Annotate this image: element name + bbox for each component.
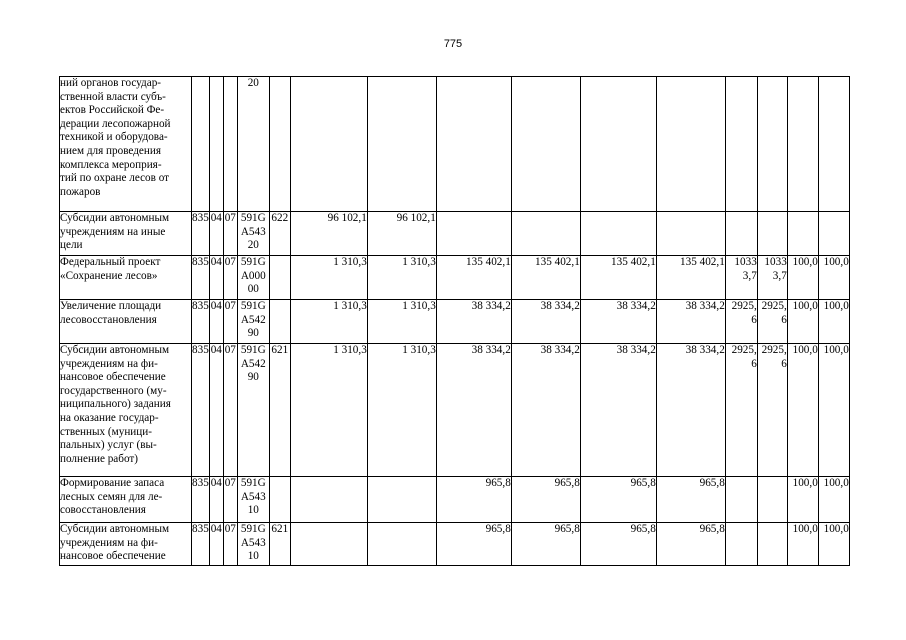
- cell-rz: 04: [209, 523, 223, 566]
- cell-p4: [818, 77, 849, 212]
- cell-p2: 1033 3,7: [757, 256, 787, 300]
- cell-v6: 135 402,1: [656, 256, 725, 300]
- cell-v1: [290, 77, 367, 212]
- cell-rz: 04: [209, 477, 223, 523]
- cell-v5: 965,8: [580, 523, 656, 566]
- cell-v4: 965,8: [511, 477, 580, 523]
- cell-rz: [209, 77, 223, 212]
- cell-ved: 835: [192, 212, 210, 256]
- cell-pr: 07: [223, 477, 237, 523]
- cell-v3: 965,8: [436, 523, 511, 566]
- cell-pr: 07: [223, 300, 237, 344]
- page-number: 775: [443, 38, 463, 50]
- cell-p3: [787, 77, 818, 212]
- cell-v1: 1 310,3: [290, 300, 367, 344]
- cell-v3: 38 334,2: [436, 300, 511, 344]
- cell-csr: 591G A543 20: [237, 212, 269, 256]
- cell-p4: 100,0: [818, 477, 849, 523]
- cell-v5: 38 334,2: [580, 344, 656, 477]
- cell-vr: [269, 256, 290, 300]
- cell-csr: 591G A543 10: [237, 523, 269, 566]
- cell-ved: 835: [192, 477, 210, 523]
- cell-v2: [367, 477, 436, 523]
- cell-name: Субсидии автономным учреждениям на фи- нансовое обеспечение: [60, 523, 192, 566]
- cell-name: Субсидии автономным учреждениям на иные цели: [60, 212, 192, 256]
- cell-v4: [511, 77, 580, 212]
- cell-p1: 2925, 6: [725, 300, 757, 344]
- cell-p3: [787, 212, 818, 256]
- cell-v3: 965,8: [436, 477, 511, 523]
- cell-csr: 591G A000 00: [237, 256, 269, 300]
- cell-p2: [757, 77, 787, 212]
- cell-p1: 1033 3,7: [725, 256, 757, 300]
- cell-rz: 04: [209, 212, 223, 256]
- cell-ved: [192, 77, 210, 212]
- cell-p1: [725, 523, 757, 566]
- cell-v2: 1 310,3: [367, 256, 436, 300]
- cell-p1: [725, 77, 757, 212]
- cell-rz: 04: [209, 256, 223, 300]
- table-row: [60, 212, 850, 256]
- cell-v6: 965,8: [656, 477, 725, 523]
- cell-vr: 622: [269, 212, 290, 256]
- cell-p1: [725, 212, 757, 256]
- cell-vr: 621: [269, 344, 290, 477]
- table-body: [60, 77, 850, 566]
- cell-vr: 621: [269, 523, 290, 566]
- cell-v3: [436, 77, 511, 212]
- cell-pr: 07: [223, 212, 237, 256]
- cell-ved: 835: [192, 300, 210, 344]
- cell-v6: [656, 212, 725, 256]
- cell-p4: 100,0: [818, 256, 849, 300]
- cell-p4: 100,0: [818, 523, 849, 566]
- cell-p3: 100,0: [787, 344, 818, 477]
- cell-pr: 07: [223, 523, 237, 566]
- cell-v2: 96 102,1: [367, 212, 436, 256]
- cell-csr: 591G A543 10: [237, 477, 269, 523]
- cell-v2: 1 310,3: [367, 344, 436, 477]
- cell-name: Субсидии автономным учреждениям на фи- нансовое обеспечение государственного (му- ниципального) задания на оказание государ- ственных (муници- пальных) услуг (вы- полнение работ): [60, 344, 192, 477]
- cell-ved: 835: [192, 344, 210, 477]
- cell-v1: 1 310,3: [290, 344, 367, 477]
- cell-name: Увеличение площади лесовосстановления: [60, 300, 192, 344]
- cell-v5: [580, 77, 656, 212]
- cell-ved: 835: [192, 256, 210, 300]
- cell-v5: [580, 212, 656, 256]
- cell-v6: 965,8: [656, 523, 725, 566]
- cell-rz: 04: [209, 300, 223, 344]
- cell-v3: 38 334,2: [436, 344, 511, 477]
- table-row: [60, 477, 850, 523]
- cell-p1: [725, 477, 757, 523]
- cell-v4: 38 334,2: [511, 300, 580, 344]
- table-row: [60, 77, 850, 212]
- cell-v4: 38 334,2: [511, 344, 580, 477]
- cell-p2: 2925, 6: [757, 344, 787, 477]
- cell-rz: 04: [209, 344, 223, 477]
- cell-v3: [436, 212, 511, 256]
- cell-v5: 965,8: [580, 477, 656, 523]
- cell-p1: 2925, 6: [725, 344, 757, 477]
- table-row: [60, 300, 850, 344]
- cell-v1: 96 102,1: [290, 212, 367, 256]
- cell-p4: 100,0: [818, 344, 849, 477]
- cell-csr: 20: [237, 77, 269, 212]
- cell-csr: 591G A542 90: [237, 344, 269, 477]
- cell-pr: 07: [223, 344, 237, 477]
- cell-p2: [757, 212, 787, 256]
- cell-v6: 38 334,2: [656, 300, 725, 344]
- cell-vr: [269, 77, 290, 212]
- cell-v5: 38 334,2: [580, 300, 656, 344]
- cell-p2: [757, 523, 787, 566]
- cell-vr: [269, 300, 290, 344]
- cell-p4: 100,0: [818, 300, 849, 344]
- cell-p4: [818, 212, 849, 256]
- cell-vr: [269, 477, 290, 523]
- cell-v5: 135 402,1: [580, 256, 656, 300]
- cell-name: Федеральный проект «Сохранение лесов»: [60, 256, 192, 300]
- table-row: [60, 344, 850, 477]
- cell-v6: 38 334,2: [656, 344, 725, 477]
- cell-v1: [290, 477, 367, 523]
- cell-v4: 965,8: [511, 523, 580, 566]
- cell-v4: [511, 212, 580, 256]
- budget-table: [59, 76, 850, 566]
- cell-v3: 135 402,1: [436, 256, 511, 300]
- cell-v6: [656, 77, 725, 212]
- cell-p2: [757, 477, 787, 523]
- cell-name: ний органов государ- ственной власти субъ- ектов Российской Фе- дерации лесопожарной техникой и оборудова- нием для проведения комплекса мероприя- тий по охране лесов от пожаров: [60, 77, 192, 212]
- cell-pr: [223, 77, 237, 212]
- table-row: [60, 523, 850, 566]
- cell-v2: [367, 77, 436, 212]
- cell-ved: 835: [192, 523, 210, 566]
- cell-v2: [367, 523, 436, 566]
- cell-v1: 1 310,3: [290, 256, 367, 300]
- cell-pr: 07: [223, 256, 237, 300]
- table-row: [60, 256, 850, 300]
- cell-p3: 100,0: [787, 477, 818, 523]
- cell-name: Формирование запаса лесных семян для ле- совосстановления: [60, 477, 192, 523]
- cell-csr: 591G A542 90: [237, 300, 269, 344]
- cell-p2: 2925, 6: [757, 300, 787, 344]
- cell-p3: 100,0: [787, 256, 818, 300]
- cell-p3: 100,0: [787, 523, 818, 566]
- cell-p3: 100,0: [787, 300, 818, 344]
- cell-v2: 1 310,3: [367, 300, 436, 344]
- cell-v4: 135 402,1: [511, 256, 580, 300]
- cell-v1: [290, 523, 367, 566]
